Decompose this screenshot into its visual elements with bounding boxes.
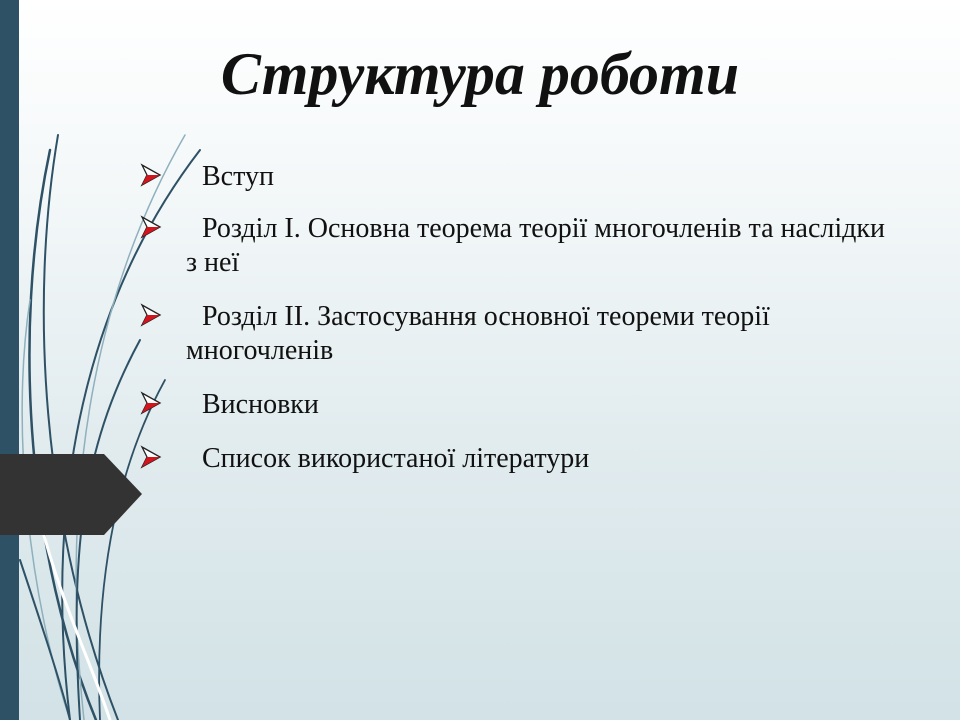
bullet-item-intro [140,160,900,194]
bullet-item-chapter-2 [140,300,900,368]
bullet-item-chapter-1 [140,212,900,280]
slide-title: Структура роботи [220,41,740,107]
bullet-text: Вступ [202,161,274,192]
arrowhead-bullet-icon [140,215,162,239]
bullet-list [140,160,900,476]
bullet-text: Висновки [202,389,319,420]
bullet-text: Розділ ІІ. Застосування основної теореми теорії многочленів [186,301,770,366]
bullet-item-references [140,442,900,476]
arrowhead-bullet-icon [140,303,162,327]
bullet-text: Список використаної літератури [202,443,590,474]
bullet-text: Розділ І. Основна теорема теорії многочленів та наслідки з неї [186,213,885,278]
bullet-item-conclusions [140,388,900,422]
arrowhead-bullet-icon [140,445,162,469]
arrowhead-bullet-icon [140,163,162,187]
arrowhead-bullet-icon [140,391,162,415]
decorative-tab-shape [0,454,142,535]
